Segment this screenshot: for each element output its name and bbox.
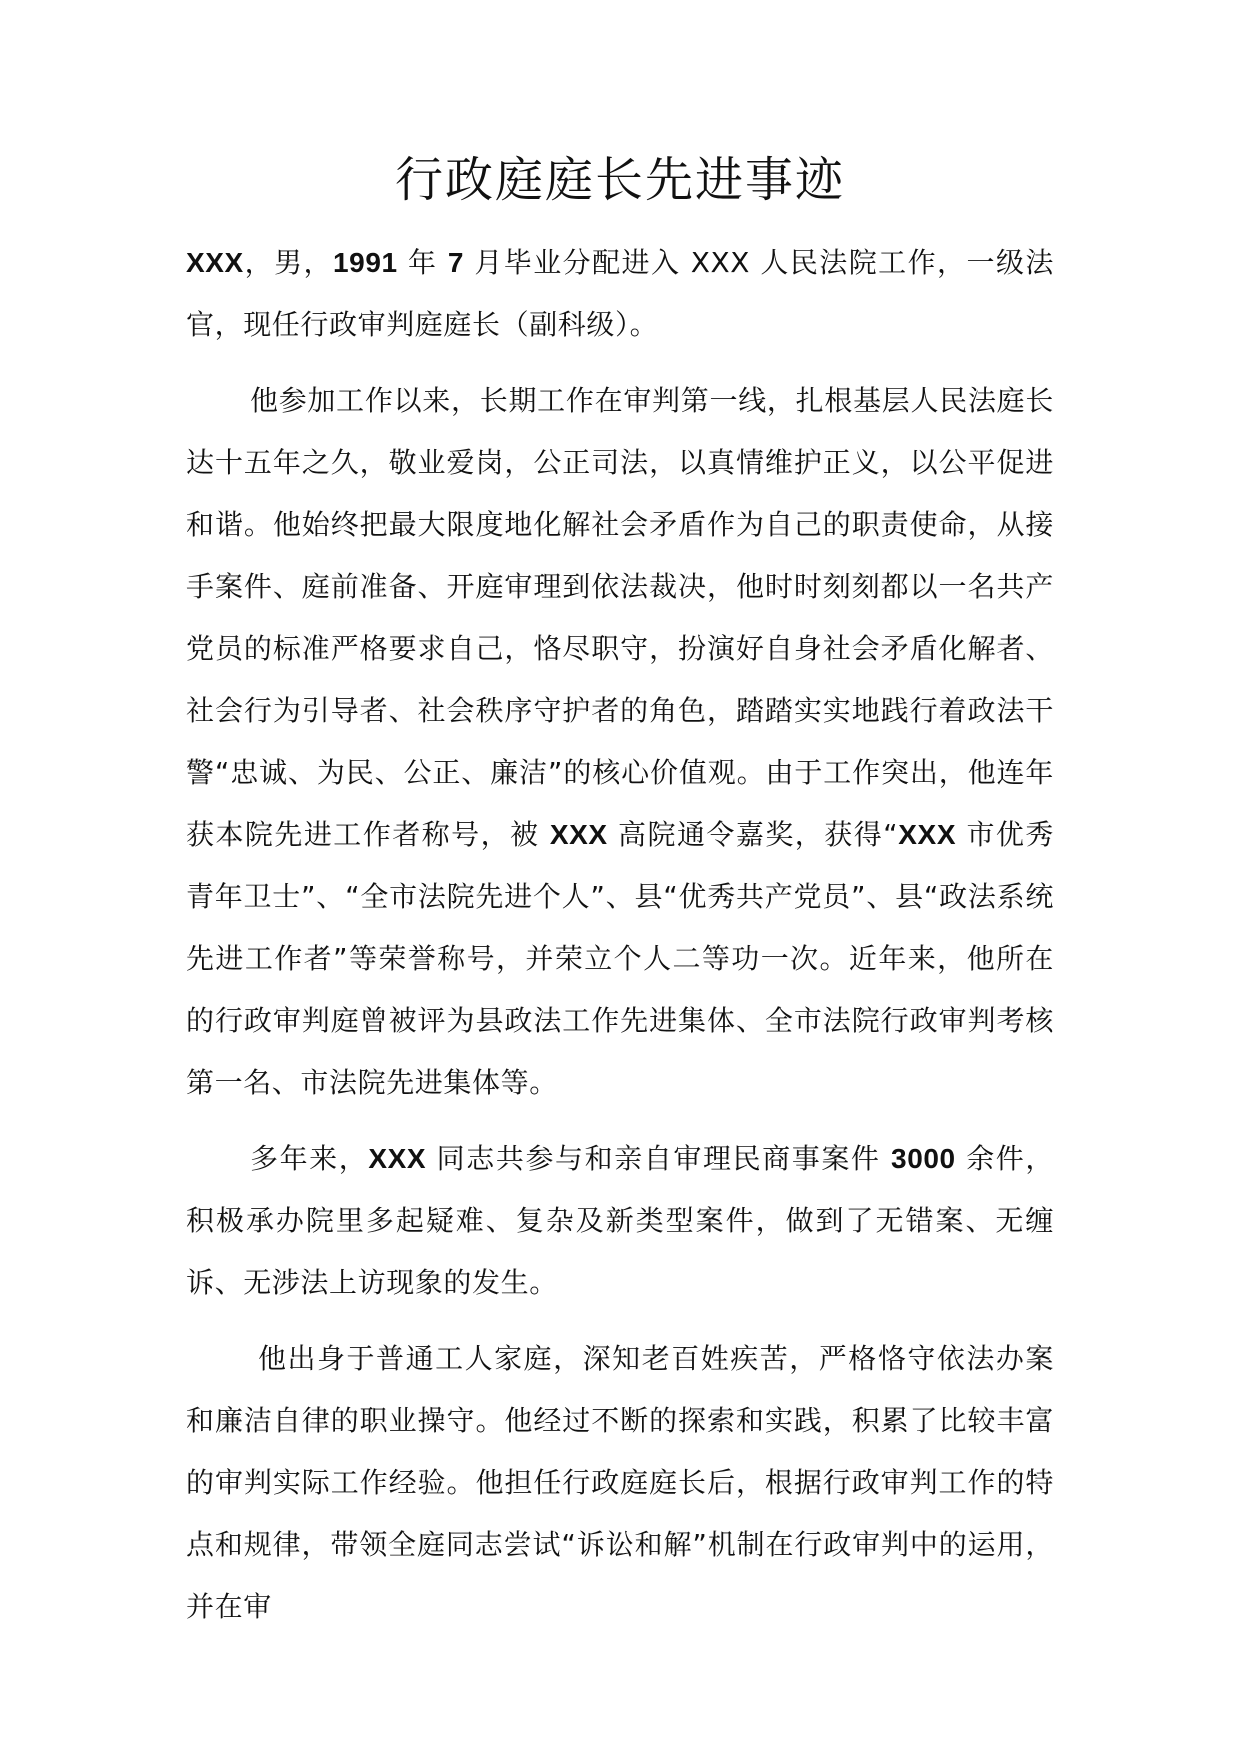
text-segment: 高院通令嘉奖，获得“ [607,818,899,851]
year-value: 1991 [332,247,398,278]
person-name: XXX [549,819,608,850]
case-count: 3000 [891,1143,956,1174]
text-segment: 多年来， [250,1142,369,1175]
text-segment: 市优秀青年卫士”、“全市法院先进个人”、县“优秀共产党员”、县“政法系统先进工作者”等荣誉称号，并荣立个人二等功一次。近年来，他所在的行政审判庭曾被评为县政法工作先进集体、全市法院行政审判考核第一名、市法院先进集体等。 [186,818,1054,1099]
document-body [186,232,1054,1638]
paragraph-career [186,370,1054,1114]
text-segment: 余件，积极承办院里多起疑难、复杂及新类型案件，做到了无错案、无缠诉、无涉法上访现象的发生。 [186,1142,1054,1299]
paragraph-background [186,1328,1054,1638]
paragraph-cases [186,1128,1054,1314]
person-name: XXX [368,1143,427,1174]
text-segment: 年 [397,246,448,279]
text-segment: 他出身于普通工人家庭，深知老百姓疾苦，严格恪守依法办案和廉洁自律的职业操守。他经过不断的探索和实践，积累了比较丰富的审判实际工作经验。他担任行政庭庭长后，根据行政审判工作的特点和规律，带领全庭同志尝试“诉讼和解”机制在行政审判中的运用，并在审 [186,1342,1054,1623]
text-segment: 同志共参与和亲自审理民商事案件 [426,1142,892,1175]
person-name: XXX [186,247,244,278]
text-segment: 他参加工作以来，长期工作在审判第一线，扎根基层人民法庭长达十五年之久，敬业爱岗，公正司法，以真情维护正义，以公平促进和谐。他始终把最大限度地化解社会矛盾作为自己的职责使命，从接手案件、庭前准备、开庭审理到依法裁决，他时时刻刻都以一名共产党员的标准严格要求自己，恪尽职守，扮演好自身社会矛盾化解者、社会行为引导者、社会秩序守护者的角色，踏踏实实地践行着政法干警“忠诚、为民、公正、廉洁”的核心价值观。由于工作突出，他连年获本院先进工作者称号，被 [186,384,1054,851]
text-segment: ，男， [243,246,333,279]
document-title: 行政庭庭长先进事迹 [394,152,845,208]
city-name: XXX [898,819,957,850]
month-value: 7 [447,247,464,278]
text-segment: 月毕业分配进入 XXX 人民法院工作，一级法官，现任行政审判庭庭长（副科级）。 [186,246,1054,341]
paragraph-intro [186,232,1054,356]
